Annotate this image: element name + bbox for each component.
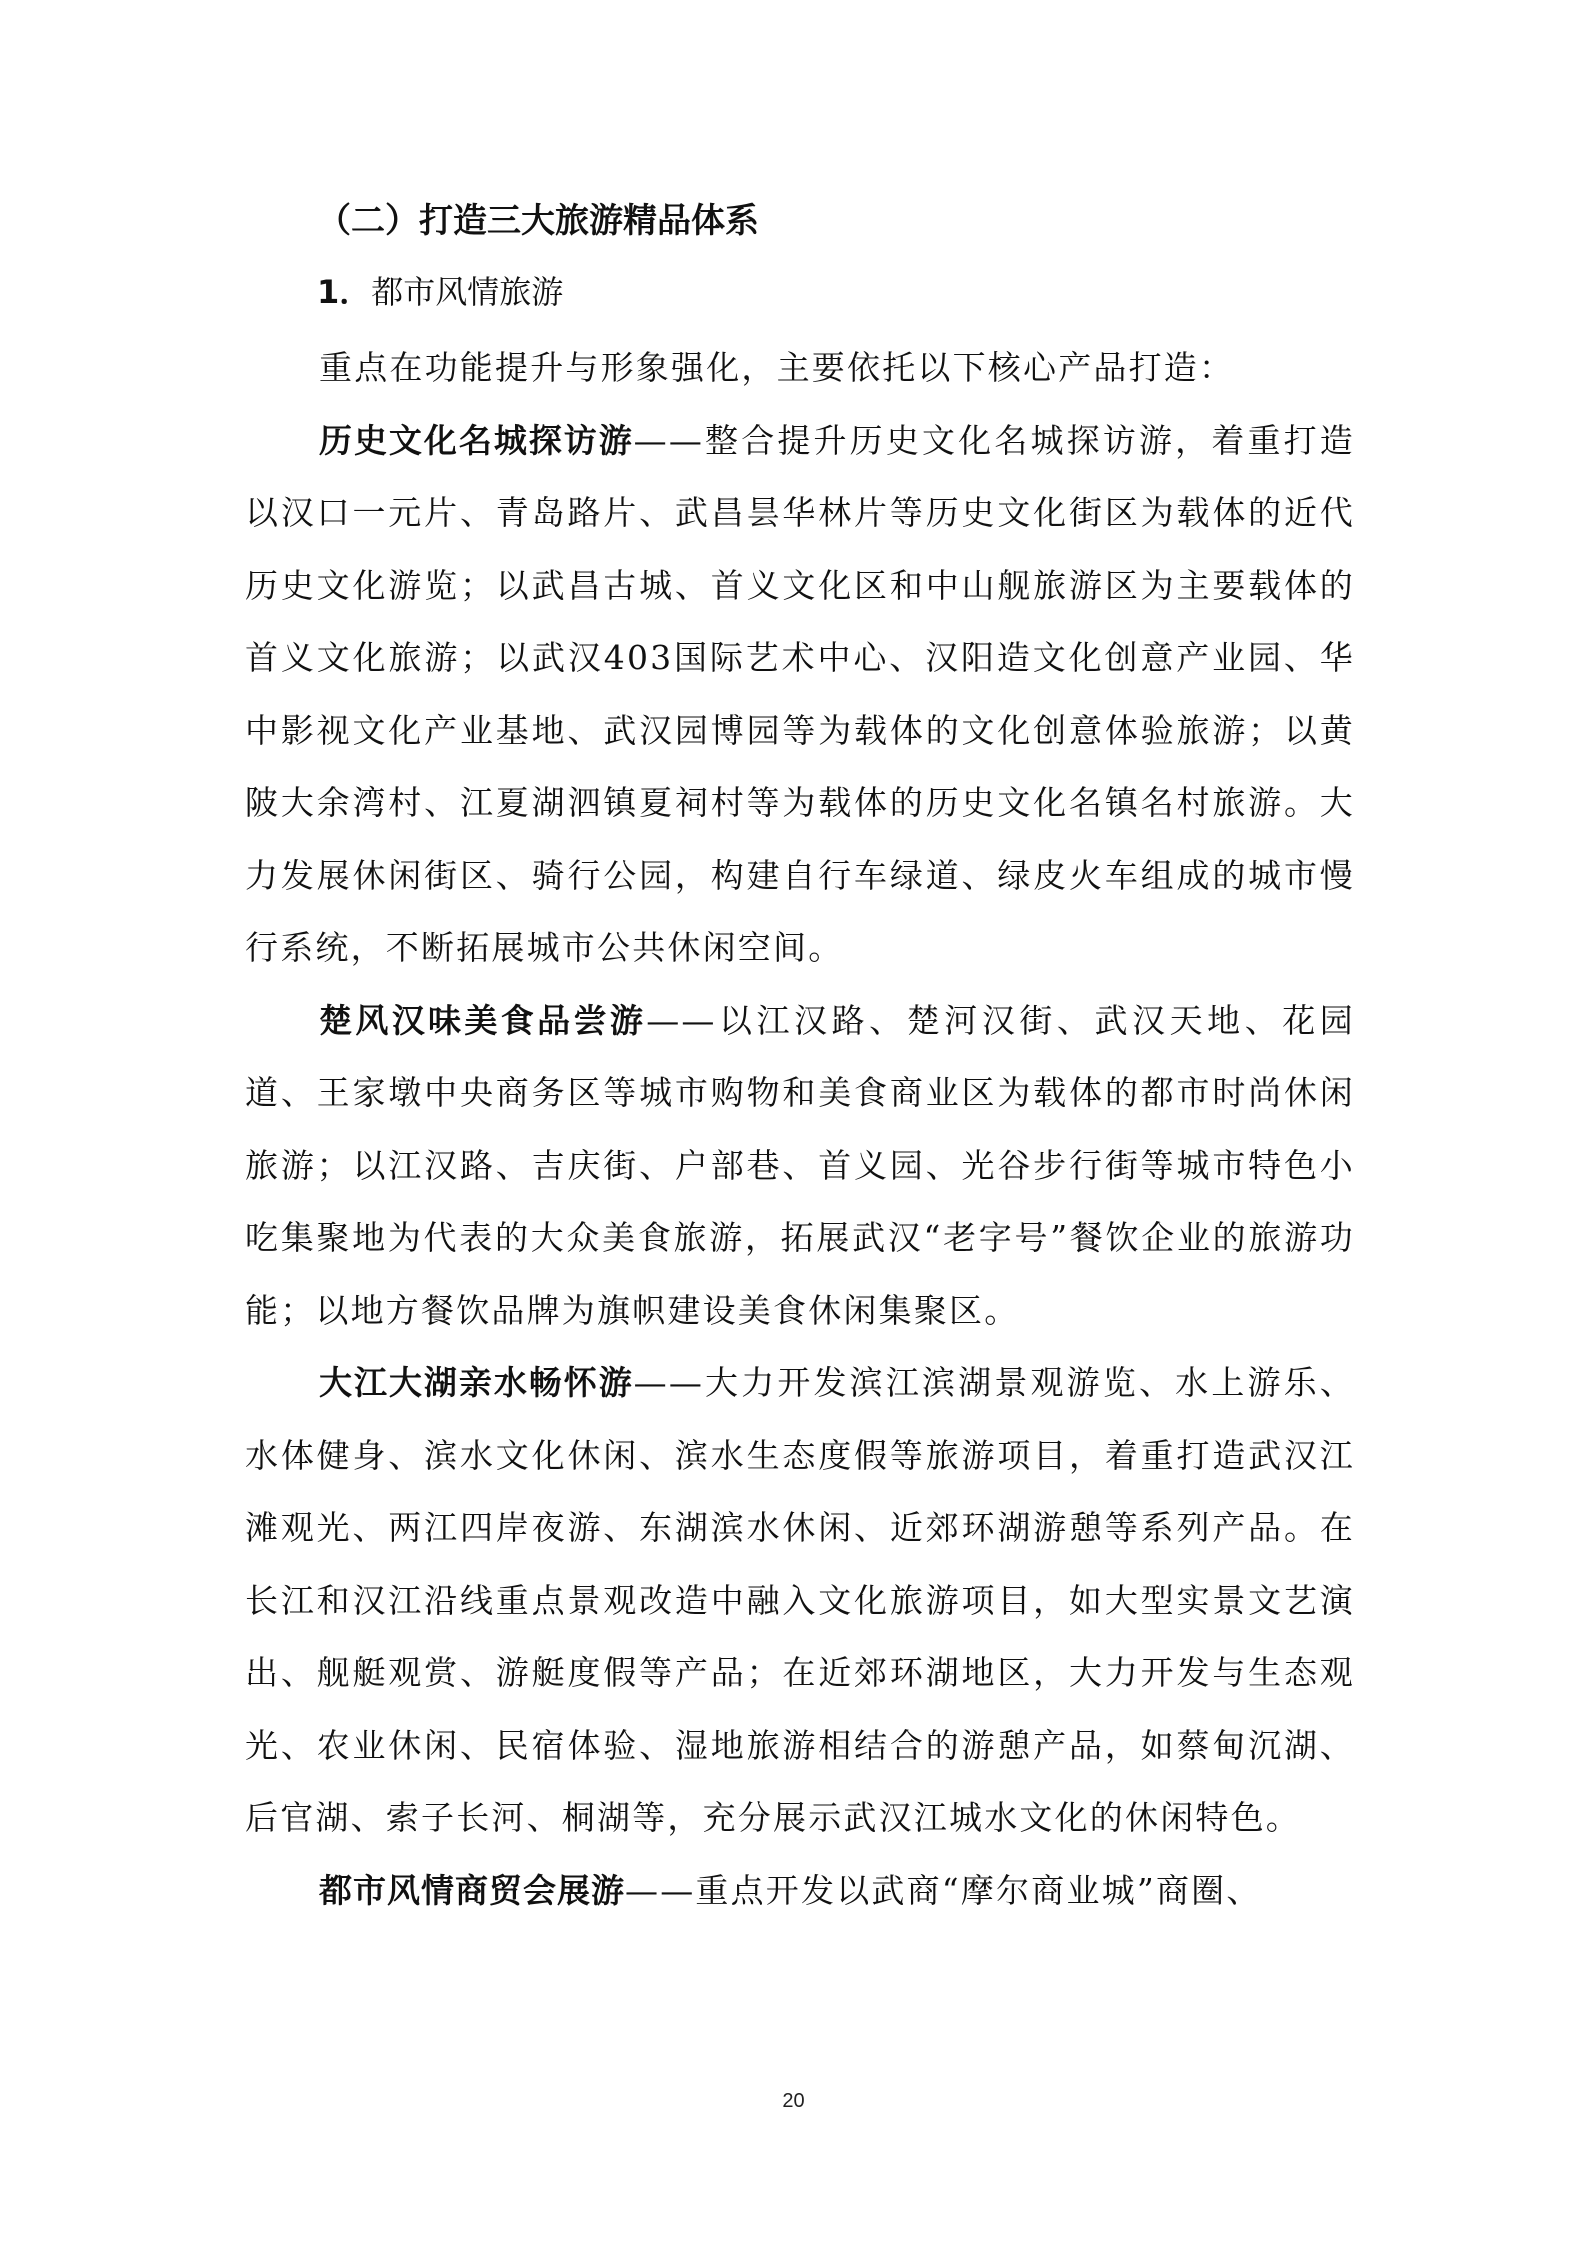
paragraph-text: ——大力开发滨江滨湖景观游览、水上游乐、水体健身、滨水文化休闲、滨水生态度假等旅游项目，着重打造武汉江滩观光、两江四岸夜游、东湖滨水休闲、近郊环湖游憩等系列产品。在长江和汉江沿线重点景观改造中融入文化旅游项目，如大型实景文艺演出、舰艇观赏、游艇度假等产品；在近郊环湖地区，大力开发与生态观光、农业休闲、民宿体验、湿地旅游相结合的游憩产品，如蔡甸沉湖、后官湖、索子长河、桐湖等，充分展示武汉江城水文化的休闲特色。 [245,1363,1356,1837]
subsection-number: 1． [317,273,372,311]
paragraph-lead: 大江大湖亲水畅怀游 [319,1363,634,1402]
paragraph-text: ——以江汉路、楚河汉街、武汉天地、花园道、王家墩中央商务区等城市购物和美食商业区为载体的都市时尚休闲旅游；以江汉路、吉庆街、户部巷、首义园、光谷步行街等城市特色小吃集聚地为代表的大众美食旅游，拓展武汉“老字号”餐饮企业的旅游功能；以地方餐饮品牌为旗帜建设美食休闲集聚区。 [245,1000,1355,1330]
paragraph-text: ——重点开发以武商“摩尔商业城”商圈、 [625,1870,1262,1910]
subsection-title: 都市风情旅游 [371,273,564,311]
paragraph-lead: 楚风汉味美食品尝游 [319,1000,647,1040]
paragraph-lead: 都市风情商贸会展游 [319,1870,625,1910]
page-number: 20 [782,2090,805,2112]
paragraph-text: ——整合提升历史文化名城探访游，着重打造以汉口一元片、青岛路片、武昌昙华林片等历史文化街区为载体的近代历史文化游览；以武昌古城、首义文化区和中山舰旅游区为主要载体的首义文化旅游；以武汉403国际艺术中心、汉阳造文化创意产业园、华中影视文化产业基地、武汉园博园等为载体的文化创意体验旅游；以黄陂大余湾村、江夏湖泗镇夏祠村等为载体的历史文化名镇名村旅游。大力发展休闲街区、骑行公园，构建自行车绿道、绿皮火车组成的城市慢行系统，不断拓展城市公共休闲空间。 [245,420,1356,967]
paragraph-waterfront [245,1347,1355,1855]
subsection-heading [317,252,1355,332]
paragraph-commerce [245,1855,1355,1928]
intro-paragraph: 重点在功能提升与形象强化，主要依托以下核心产品打造： [319,348,1235,387]
paragraph-cuisine [245,985,1355,1348]
paragraph-history-culture [245,405,1355,985]
document-body [245,190,1355,1927]
paragraph-lead: 历史文化名城探访游 [319,420,634,460]
section-heading: （二）打造三大旅游精品体系 [317,201,759,241]
